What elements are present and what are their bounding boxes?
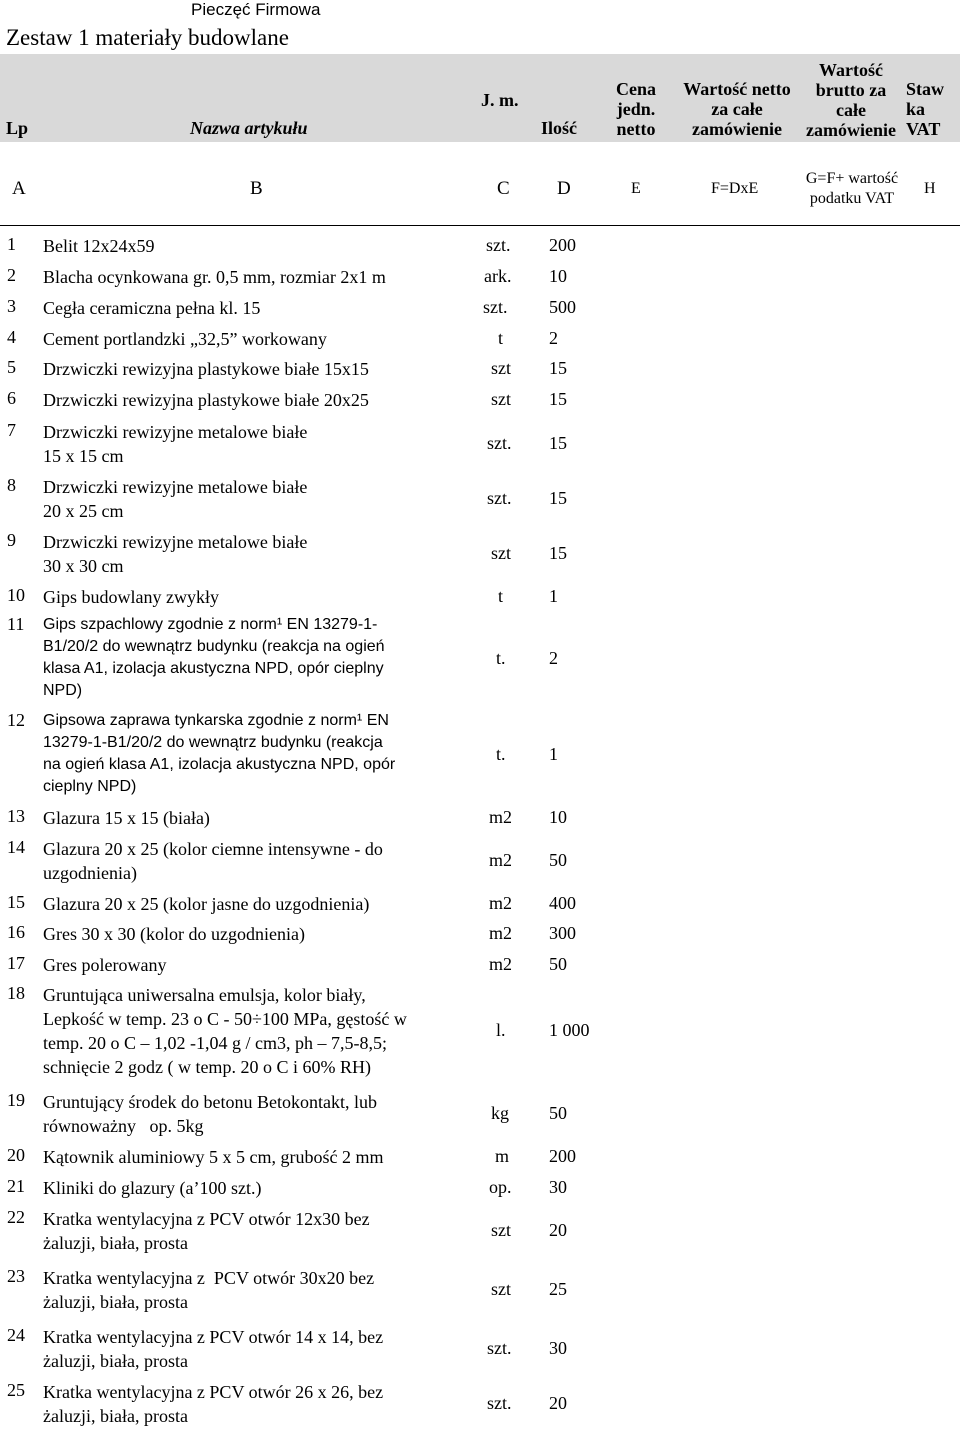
row-unit: szt xyxy=(491,543,511,563)
col-code-g-line2: podatku VAT xyxy=(809,190,895,207)
row-name-line: Glazura 15 x 15 (biała) xyxy=(43,808,210,828)
row-name-line: Kątownik aluminiowy 5 x 5 cm, grubość 2 mm xyxy=(43,1147,384,1167)
row-name-line: żaluzji, biała, prosta xyxy=(43,1233,188,1253)
row-lp: 1 xyxy=(7,234,16,254)
col-code-g xyxy=(800,169,904,209)
row-quantity: 1 xyxy=(549,744,558,764)
row-lp: 20 xyxy=(7,1145,25,1165)
table-row xyxy=(0,1145,960,1169)
row-name-line: Cement portlandzki „32,5” workowany xyxy=(43,329,327,349)
row-name-line: schnięcie 2 godz ( w temp. 20 o C i 60% RH) xyxy=(43,1057,371,1077)
header-unit-price xyxy=(604,79,668,139)
page-title: Zestaw 1 materiały budowlane xyxy=(6,25,289,50)
table-row xyxy=(0,710,960,800)
header-gross-line3: całe xyxy=(836,100,866,120)
header-jm: J. m. xyxy=(481,90,519,110)
row-lp: 19 xyxy=(7,1090,25,1110)
row-name-line: NPD) xyxy=(43,682,83,699)
row-name xyxy=(43,585,219,609)
row-quantity: 200 xyxy=(549,1146,576,1166)
row-quantity: 15 xyxy=(549,488,567,508)
row-lp: 16 xyxy=(7,922,25,942)
row-lp: 14 xyxy=(7,837,25,857)
col-code-h: H xyxy=(924,180,936,197)
row-unit: l. xyxy=(496,1020,506,1040)
row-lp: 11 xyxy=(7,614,25,634)
table-row xyxy=(0,234,960,258)
row-name-line: Drzwiczki rewizyjna plastykowe białe 15x15 xyxy=(43,359,369,379)
row-unit: m xyxy=(495,1146,510,1166)
header-vat-rate xyxy=(906,79,954,139)
row-name xyxy=(43,922,305,946)
row-name-line: Gres 30 x 30 (kolor do uzgodnienia) xyxy=(43,924,305,944)
row-name-line: Drzwiczki rewizyjne metalowe białe xyxy=(43,477,308,497)
row-unit: t xyxy=(498,328,504,348)
row-name-line: 20 x 25 cm xyxy=(43,501,124,521)
row-name-line: Gips budowlany zwykły xyxy=(43,587,219,607)
row-lp: 3 xyxy=(7,296,16,316)
row-unit: m2 xyxy=(489,954,513,974)
row-unit: m2 xyxy=(489,893,513,913)
company-stamp-label: Pieczęć Firmowa xyxy=(191,0,321,19)
header-unit-price-line2: jedn. xyxy=(616,99,656,119)
table-row xyxy=(0,983,960,1079)
table-row xyxy=(0,1176,960,1200)
row-quantity: 10 xyxy=(549,807,567,827)
row-lp: 4 xyxy=(7,327,16,347)
row-name-line: Gres polerowany xyxy=(43,955,167,975)
row-name-line: Kratka wentylacyjna z PCV otwór 30x20 bez xyxy=(43,1268,375,1288)
row-name xyxy=(43,296,260,320)
table-row xyxy=(0,953,960,977)
row-name-line: Gips szpachlowy zgodnie z norm¹ EN 13279-1- xyxy=(43,616,378,633)
row-unit: szt xyxy=(491,1279,511,1299)
header-name: Nazwa artykułu xyxy=(190,118,308,138)
row-name-line: Drzwiczki rewizyjne metalowe białe xyxy=(43,532,308,552)
row-name xyxy=(43,806,210,830)
col-code-d: D xyxy=(557,178,571,199)
row-name-line: Cegła ceramiczna pełna kl. 15 xyxy=(43,298,261,318)
row-quantity: 400 xyxy=(549,893,576,913)
col-code-a: A xyxy=(12,178,26,199)
header-vat-line3: VAT xyxy=(906,119,941,139)
row-lp: 25 xyxy=(7,1380,25,1400)
header-unit-price-line3: netto xyxy=(616,119,656,139)
header-net-line1: Wartość netto xyxy=(683,79,791,99)
row-unit: szt. xyxy=(487,1338,512,1358)
row-unit: kg xyxy=(491,1103,509,1123)
col-code-g-line1: G=F+ wartość xyxy=(805,170,899,187)
row-lp: 15 xyxy=(7,892,25,912)
row-name xyxy=(43,837,383,885)
table-row xyxy=(0,1266,960,1314)
row-name-line: Lepkość w temp. 23 o C - 50÷100 MPa, gęstość w xyxy=(43,1009,407,1029)
table-row xyxy=(0,1380,960,1428)
row-name-line: Gruntująca uniwersalna emulsja, kolor biały, xyxy=(43,985,366,1005)
row-name-line: Gipsowa zaprawa tynkarska zgodnie z norm¹ EN xyxy=(43,712,389,729)
row-unit: szt xyxy=(491,358,511,378)
row-name-line: Kliniki do glazury (a’100 szt.) xyxy=(43,1178,262,1198)
row-name xyxy=(43,388,369,412)
header-vat-line1: Staw xyxy=(906,79,945,99)
row-quantity: 50 xyxy=(549,954,567,974)
row-quantity: 1 000 xyxy=(549,1020,590,1040)
row-name-line: Glazura 20 x 25 (kolor ciemne intensywne - do xyxy=(43,839,383,859)
col-code-b: B xyxy=(250,178,263,199)
table-header xyxy=(0,54,960,142)
row-lp: 12 xyxy=(7,710,25,730)
row-name xyxy=(43,614,385,702)
row-name xyxy=(43,234,155,258)
row-name-line: na ogień klasa A1, izolacja akustyczna NPD, opór xyxy=(43,756,396,773)
row-lp: 8 xyxy=(7,475,16,495)
row-quantity: 300 xyxy=(549,923,576,943)
row-name xyxy=(43,892,369,916)
column-code-row xyxy=(0,163,960,213)
row-name-line: równoważny op. 5kg xyxy=(43,1116,204,1136)
header-gross-line4: zamówienie xyxy=(806,120,896,140)
row-name-line: Kratka wentylacyjna z PCV otwór 12x30 bez xyxy=(43,1209,370,1229)
row-name-line: Kratka wentylacyjna z PCV otwór 14 x 14, bez xyxy=(43,1327,384,1347)
row-name xyxy=(43,1207,370,1255)
table-row xyxy=(0,296,960,320)
header-lp: Lp xyxy=(6,118,29,138)
row-lp: 23 xyxy=(7,1266,25,1286)
header-gross-value xyxy=(800,60,902,140)
row-unit: m2 xyxy=(489,923,513,943)
table-row xyxy=(0,357,960,381)
row-name-line: 13279-1-B1/20/2 do wewnątrz budynku (reakcja xyxy=(43,734,383,751)
table-row xyxy=(0,1090,960,1138)
row-lp: 21 xyxy=(7,1176,25,1196)
row-name-line: Belit 12x24x59 xyxy=(43,236,155,256)
row-unit: t. xyxy=(496,648,506,668)
row-quantity: 500 xyxy=(549,297,576,317)
row-name-line: temp. 20 o C – 1,02 -1,04 g / cm3, ph – 7,5-8,5; xyxy=(43,1033,387,1053)
row-name xyxy=(43,420,307,468)
row-name-line: Kratka wentylacyjna z PCV otwór 26 x 26, bez xyxy=(43,1382,384,1402)
header-gross-line2: brutto za xyxy=(815,80,887,100)
header-vat-line2: ka xyxy=(906,99,926,119)
table-row xyxy=(0,327,960,351)
row-name xyxy=(43,475,307,523)
row-name-line: uzgodnienia) xyxy=(43,863,137,883)
row-name xyxy=(43,983,407,1079)
table-row xyxy=(0,265,960,289)
row-quantity: 200 xyxy=(549,235,576,255)
row-quantity: 2 xyxy=(549,648,558,668)
row-name xyxy=(43,327,327,351)
row-lp: 22 xyxy=(7,1207,25,1227)
row-lp: 6 xyxy=(7,388,16,408)
header-unit-price-line1: Cena xyxy=(616,79,656,99)
row-unit: szt. xyxy=(487,433,512,453)
row-name-line: 15 x 15 cm xyxy=(43,446,124,466)
row-quantity: 50 xyxy=(549,850,567,870)
row-lp: 2 xyxy=(7,265,16,285)
col-code-c: C xyxy=(497,178,510,199)
row-name-line: B1/20/2 do wewnątrz budynku (reakcja na ogień xyxy=(43,638,385,655)
row-name xyxy=(43,357,369,381)
row-name-line: żaluzji, biała, prosta xyxy=(43,1351,188,1371)
row-name-line: 30 x 30 cm xyxy=(43,556,124,576)
table-row xyxy=(0,806,960,830)
header-separator xyxy=(0,225,960,226)
table-row xyxy=(0,585,960,609)
row-quantity: 15 xyxy=(549,433,567,453)
row-name xyxy=(43,953,166,977)
row-quantity: 20 xyxy=(549,1220,567,1240)
row-quantity: 15 xyxy=(549,358,567,378)
table-row xyxy=(0,475,960,523)
row-lp: 13 xyxy=(7,806,25,826)
row-unit: szt. xyxy=(487,1393,512,1413)
table-row xyxy=(0,837,960,885)
header-qty: Ilość xyxy=(541,118,577,138)
row-name xyxy=(43,265,386,289)
row-unit: szt. xyxy=(487,488,512,508)
row-name-line: Drzwiczki rewizyjna plastykowe białe 20x25 xyxy=(43,390,369,410)
row-name xyxy=(43,1145,383,1169)
row-unit: t xyxy=(498,586,504,606)
row-name-line: cieplny NPD) xyxy=(43,778,137,795)
row-unit: szt. xyxy=(483,297,508,317)
table-row xyxy=(0,388,960,412)
row-unit: szt. xyxy=(486,235,511,255)
row-name xyxy=(43,1266,374,1314)
row-name xyxy=(43,1090,377,1138)
table-row xyxy=(0,892,960,916)
row-quantity: 2 xyxy=(549,328,558,348)
row-lp: 10 xyxy=(7,585,25,605)
row-unit: t. xyxy=(496,744,506,764)
row-quantity: 50 xyxy=(549,1103,567,1123)
row-name xyxy=(43,1380,383,1428)
row-name xyxy=(43,710,395,798)
table-row xyxy=(0,614,960,704)
row-quantity: 15 xyxy=(549,543,567,563)
row-unit: op. xyxy=(489,1177,512,1197)
row-lp: 18 xyxy=(7,983,25,1003)
row-name-line: Drzwiczki rewizyjne metalowe białe xyxy=(43,422,308,442)
row-name xyxy=(43,530,307,578)
header-net-line2: za całe xyxy=(711,99,763,119)
row-quantity: 30 xyxy=(549,1338,567,1358)
row-quantity: 20 xyxy=(549,1393,567,1413)
row-name-line: Gruntujący środek do betonu Betokontakt, lub xyxy=(43,1092,377,1112)
row-name-line: Glazura 20 x 25 (kolor jasne do uzgodnienia) xyxy=(43,894,370,914)
col-code-f: F=DxE xyxy=(711,180,759,197)
row-quantity: 30 xyxy=(549,1177,567,1197)
row-lp: 9 xyxy=(7,530,16,550)
row-name xyxy=(43,1325,383,1373)
row-name-line: żaluzji, biała, prosta xyxy=(43,1292,188,1312)
table-row xyxy=(0,530,960,578)
header-net-line3: zamówienie xyxy=(692,119,782,139)
table-row xyxy=(0,1325,960,1373)
table-row xyxy=(0,420,960,468)
table-row xyxy=(0,922,960,946)
row-unit: m2 xyxy=(489,850,513,870)
row-lp: 5 xyxy=(7,357,16,377)
row-name-line: Blacha ocynkowana gr. 0,5 mm, rozmiar 2x1 m xyxy=(43,267,386,287)
row-quantity: 10 xyxy=(549,266,567,286)
header-net-value xyxy=(678,79,796,139)
row-name-line: klasa A1, izolacja akustyczna NPD, opór cieplny xyxy=(43,660,384,677)
row-quantity: 1 xyxy=(549,586,558,606)
header-gross-line1: Wartość xyxy=(819,60,883,80)
row-lp: 7 xyxy=(7,420,16,440)
row-lp: 17 xyxy=(7,953,25,973)
col-code-e: E xyxy=(631,180,641,197)
row-quantity: 25 xyxy=(549,1279,567,1299)
row-unit: szt xyxy=(491,1220,511,1240)
row-unit: ark. xyxy=(484,266,512,286)
row-name xyxy=(43,1176,261,1200)
row-quantity: 15 xyxy=(549,389,567,409)
row-unit: m2 xyxy=(489,807,513,827)
table-row xyxy=(0,1207,960,1255)
row-name-line: żaluzji, biała, prosta xyxy=(43,1406,188,1426)
row-unit: szt xyxy=(491,389,511,409)
row-lp: 24 xyxy=(7,1325,25,1345)
